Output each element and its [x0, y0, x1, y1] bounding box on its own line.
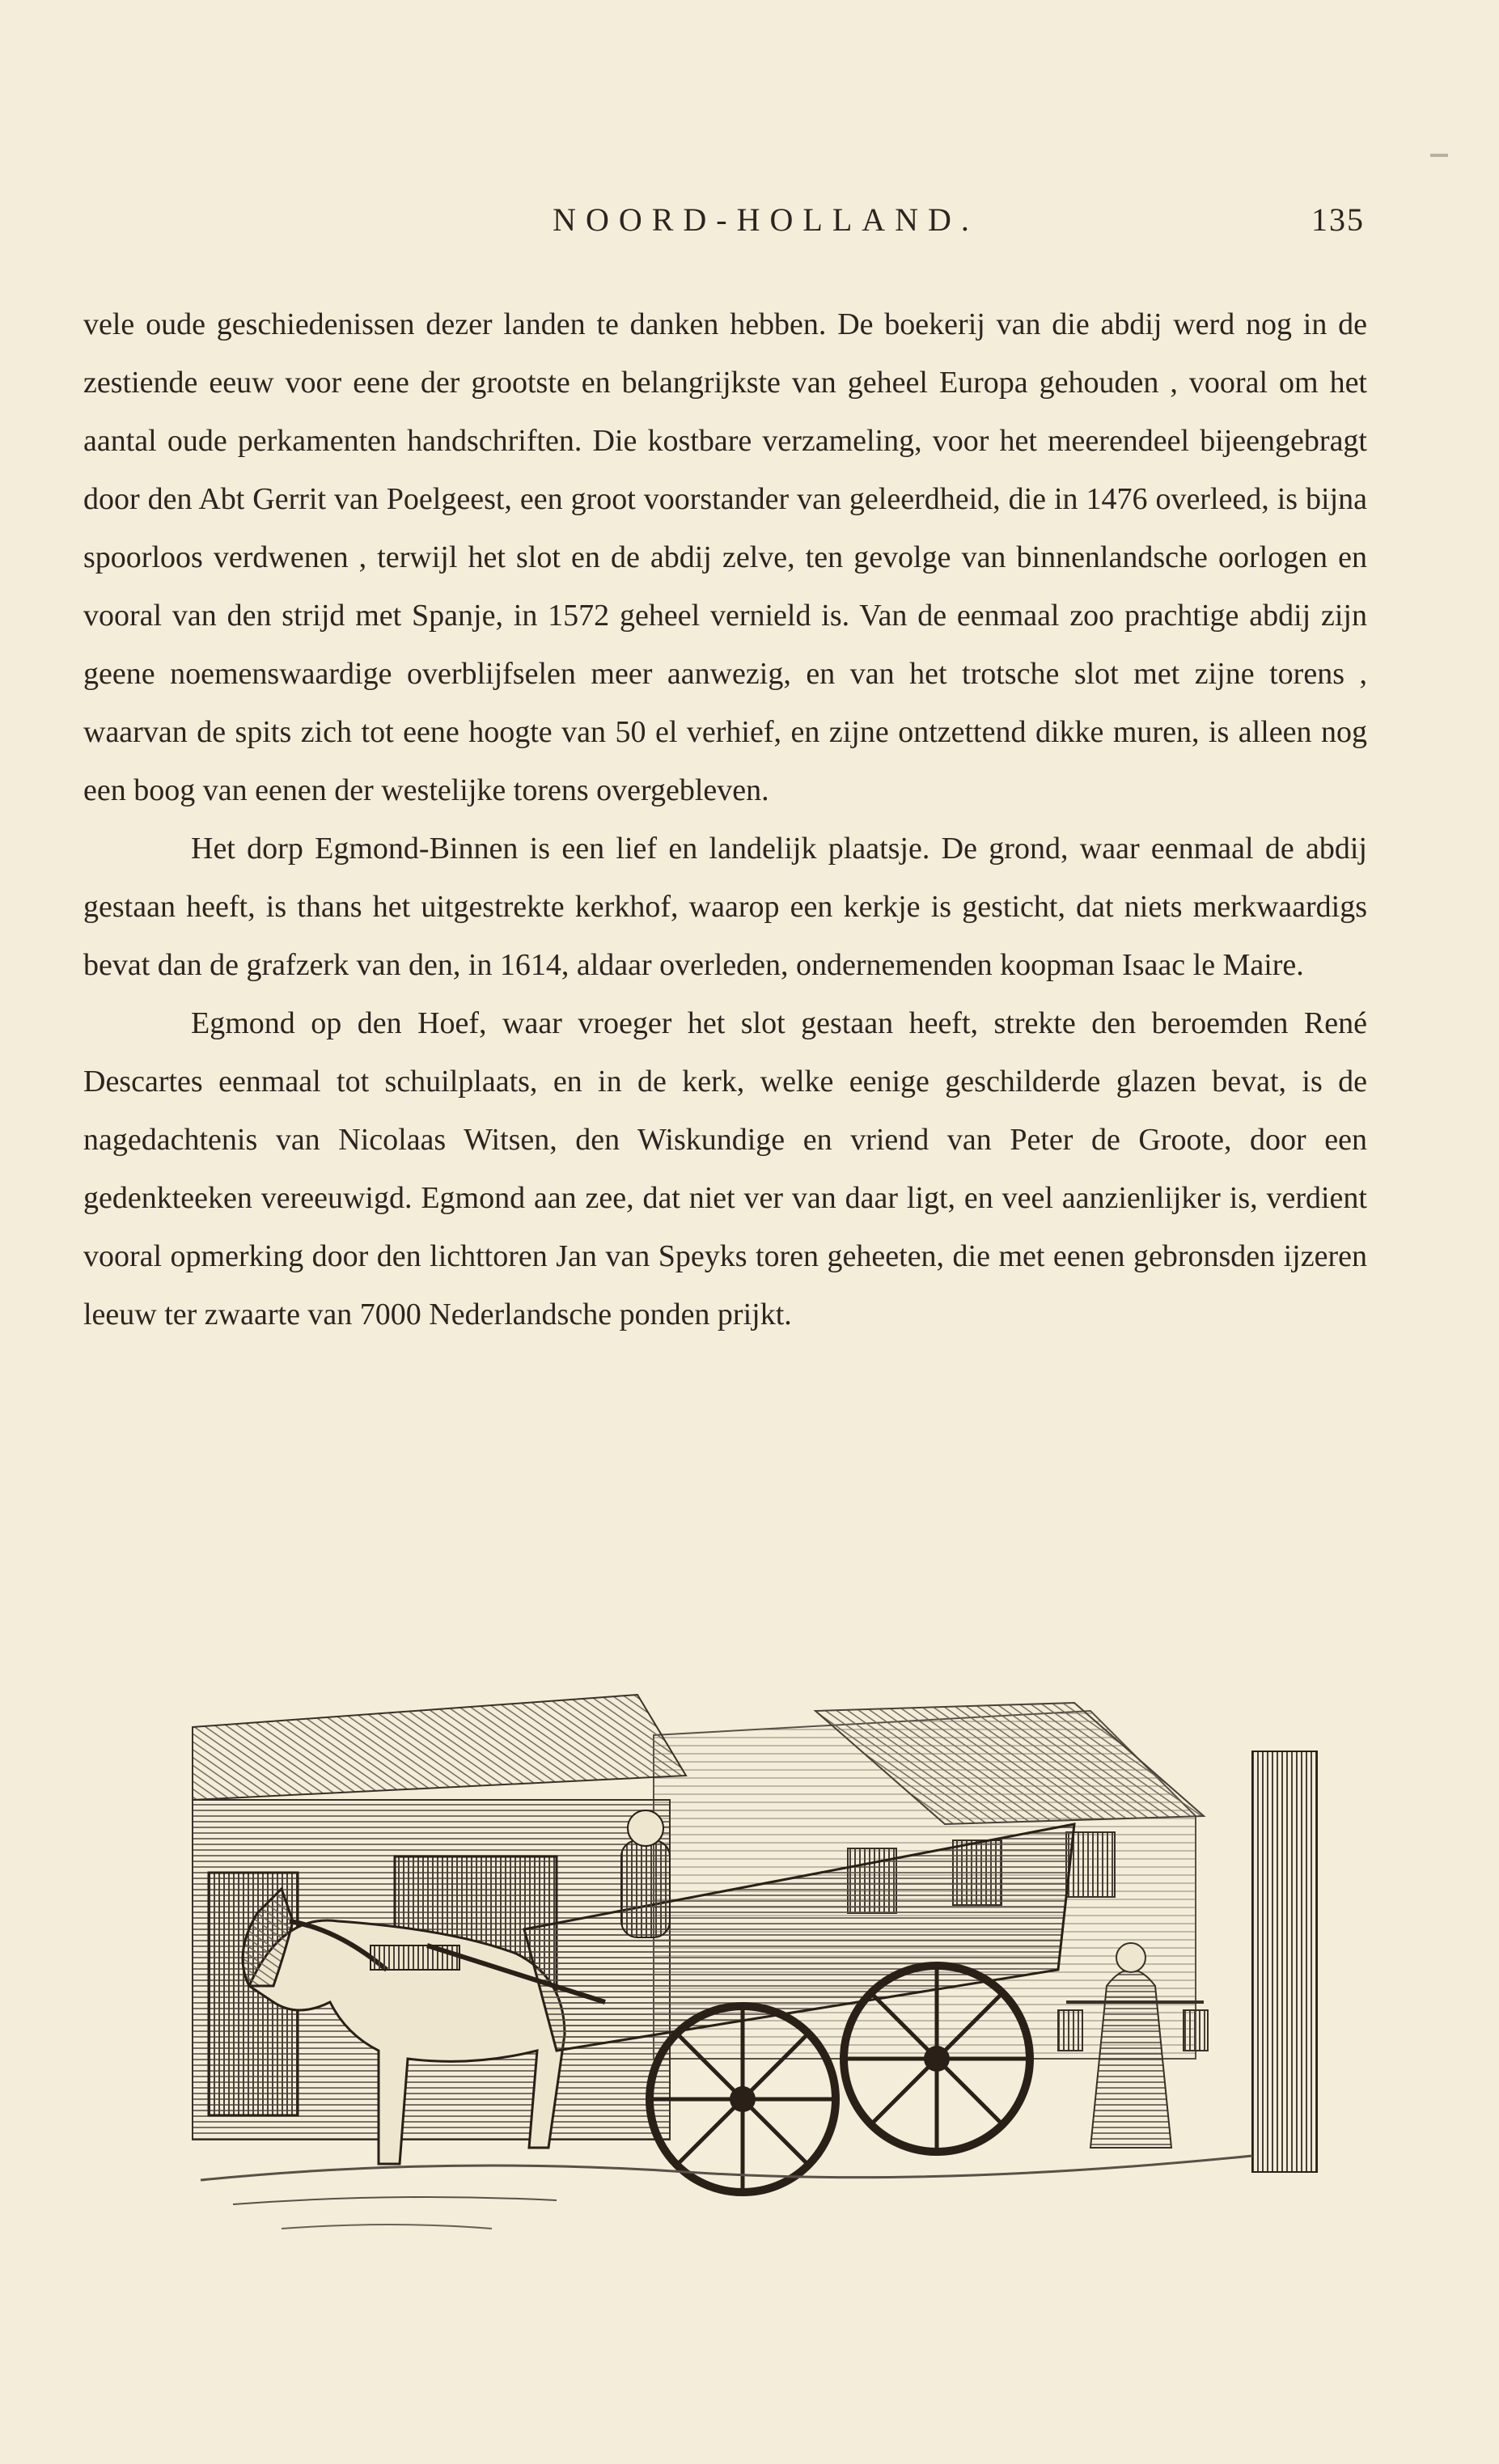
- body-text: [83, 295, 1367, 1344]
- cart-wheel-rear: [844, 1966, 1030, 2152]
- page-edge-mark: [1430, 154, 1448, 157]
- paragraph-2: Het dorp Egmond-Binnen is een lief en landelijk plaatsje. De grond, waar eenmaal de abdij gestaan heeft, is thans het uitgestrekte kerkhof, waarop een kerkje is gesticht, dat niets merkwaardigs bevat dan de grafzerk van den, in 1614, aldaar overleden, ondernemenden koopman Isaac le Maire.: [83, 832, 1367, 982]
- cart-engraving-illustration: [184, 1679, 1366, 2245]
- page-number: 135: [1311, 201, 1365, 238]
- cart-wheel-front: [650, 2006, 836, 2192]
- running-head: [0, 201, 1499, 249]
- paragraph-3: Egmond op den Hoef, waar vroeger het slot gestaan heeft, strekte den beroemden René Descartes eenmaal tot schuilplaats, en in de kerk, welke eenige geschilderde glazen bevat, is de nagedachtenis van Nicolaas Witsen, den Wiskundige en vriend van Peter de Groote, door een gedenkteeken vereeuwigd. Egmond aan zee, dat niet ver van daar ligt, en veel aanzienlijker is, verdient vooral opmerking door den lichttoren Jan van Speyks toren geheeten, die met eenen gebronsden ijzeren leeuw ter zwaarte van 7000 Nederlandsche ponden prijkt.: [83, 1006, 1367, 1331]
- page-title: NOORD-HOLLAND.: [553, 201, 979, 238]
- paragraph-1: vele oude geschiedenissen dezer landen te danken hebben. De boekerij van die abdij werd nog in de zestiende eeuw voor eene der grootste en belangrijkste van geheel Europa gehouden , vooral om het aantal oude perkamenten handschriften. Die kostbare verzameling, voor het meerendeel bijeengebragt door den Abt Gerrit van Poelgeest, een groot voorstander van geleerdheid, die in 1476 overleed, is bijna spoorloos verdwenen , terwijl het slot en de abdij zelve, ten gevolge van binnenlandsche oorlogen en vooral van den strijd met Spanje, in 1572 geheel vernield is. Van de eenmaal zoo prachtige abdij zijn geene noemenswaardige overblijfselen meer aanwezig, en van het trotsche slot met zijne torens , waarvan de spits zich tot eene hoogte van 50 el verhief, en zijne ontzettend dikke muren, is alleen nog een boog van eenen der westelijke torens overgebleven.: [83, 307, 1367, 807]
